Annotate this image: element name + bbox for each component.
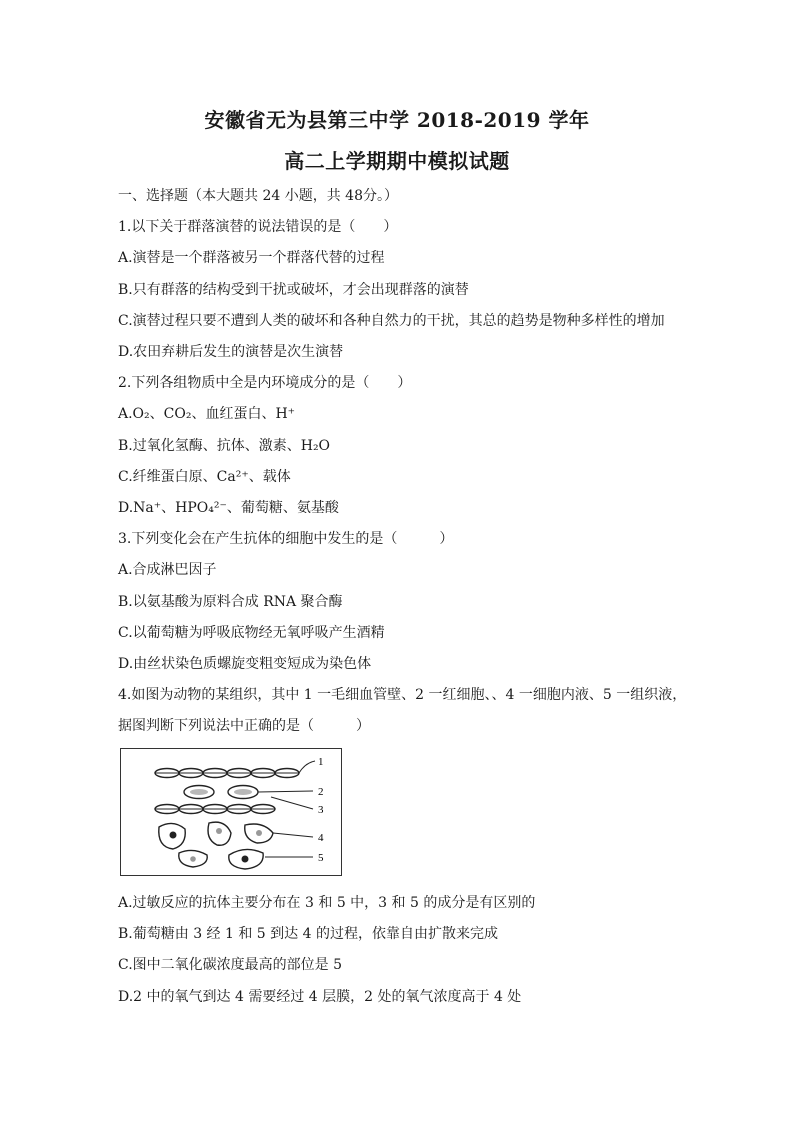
question-1-option-b: B.只有群落的结构受到干扰或破坏，才会出现群落的演替 — [118, 282, 469, 298]
question-2-option-b: B.过氧化氢酶、抗体、激素、H₂O — [118, 438, 331, 454]
figure-label-1: 1 — [318, 756, 324, 768]
question-2-stem: 2.下列各组物质中全是内环境成分的是（ ） — [118, 375, 412, 391]
question-3-option-c: C.以葡萄糖为呼吸底物经无氧呼吸产生酒精 — [118, 625, 385, 641]
question-2-option-a: A.O₂、CO₂、血红蛋白、H⁺ — [118, 406, 296, 422]
question-2-option-c: C.纤维蛋白原、Ca²⁺、载体 — [118, 469, 291, 485]
capillary-wall-row-lower — [155, 805, 275, 814]
question-3-option-a: A.合成淋巴因子 — [118, 562, 217, 578]
question-1-option-a: A.演替是一个群落被另一个群落代替的过程 — [118, 250, 385, 266]
figure-label-4: 4 — [318, 832, 324, 844]
page-subtitle: 高二上学期期中模拟试题 — [284, 149, 510, 173]
question-4-option-c: C.图中二氧化碳浓度最高的部位是 5 — [118, 957, 343, 973]
page-title: 安徽省无为县第三中学 2018-2019 学年 — [204, 108, 590, 132]
question-4-option-a: A.过敏反应的抗体主要分布在 3 和 5 中，3 和 5 的成分是有区别的 — [118, 895, 536, 911]
question-1-stem: 1.以下关于群落演替的说法错误的是（ ） — [118, 219, 398, 235]
section-heading: 一、选择题（本大题共 24 小题，共 48分。） — [118, 188, 398, 204]
question-3-option-d: D.由丝状染色质螺旋变粗变短成为染色体 — [118, 656, 372, 672]
question-1-option-d: D.农田弃耕后发生的演替是次生演替 — [118, 344, 344, 360]
question-4-option-b: B.葡萄糖由 3 经 1 和 5 到达 4 的过程，依靠自由扩散来完成 — [118, 926, 498, 942]
question-4-stem-line2: 据图判断下列说法中正确的是（ ） — [118, 718, 370, 734]
question-1-option-c: C.演替过程只要不遭到人类的破坏和各种自然力的干扰，其总的趋势是物种多样性的增加 — [118, 313, 665, 329]
question-3-option-b: B.以氨基酸为原料合成 RNA 聚合酶 — [118, 594, 343, 610]
question-4-stem-line1: 4.如图为动物的某组织，其中 1 一毛细血管壁、2 一红细胞、、4 一细胞内液、5 一组织液， — [118, 687, 687, 703]
question-3-stem: 3.下列变化会在产生抗体的细胞中发生的是（ ） — [118, 531, 454, 547]
figure-label-5: 5 — [318, 852, 324, 864]
tissue-diagram — [120, 748, 342, 876]
red-blood-cell-row — [184, 786, 258, 799]
question-2-option-d: D.Na⁺、HPO₄²⁻、葡萄糖、氨基酸 — [118, 500, 339, 516]
figure-label-3: 3 — [318, 804, 324, 816]
figure-label-2: 2 — [318, 786, 324, 798]
tissue-cells — [159, 822, 273, 869]
capillary-wall-row — [155, 769, 299, 778]
question-4-option-d: D.2 中的氧气到达 4 需要经过 4 层膜，2 处的氧气浓度高于 4 处 — [118, 989, 522, 1005]
